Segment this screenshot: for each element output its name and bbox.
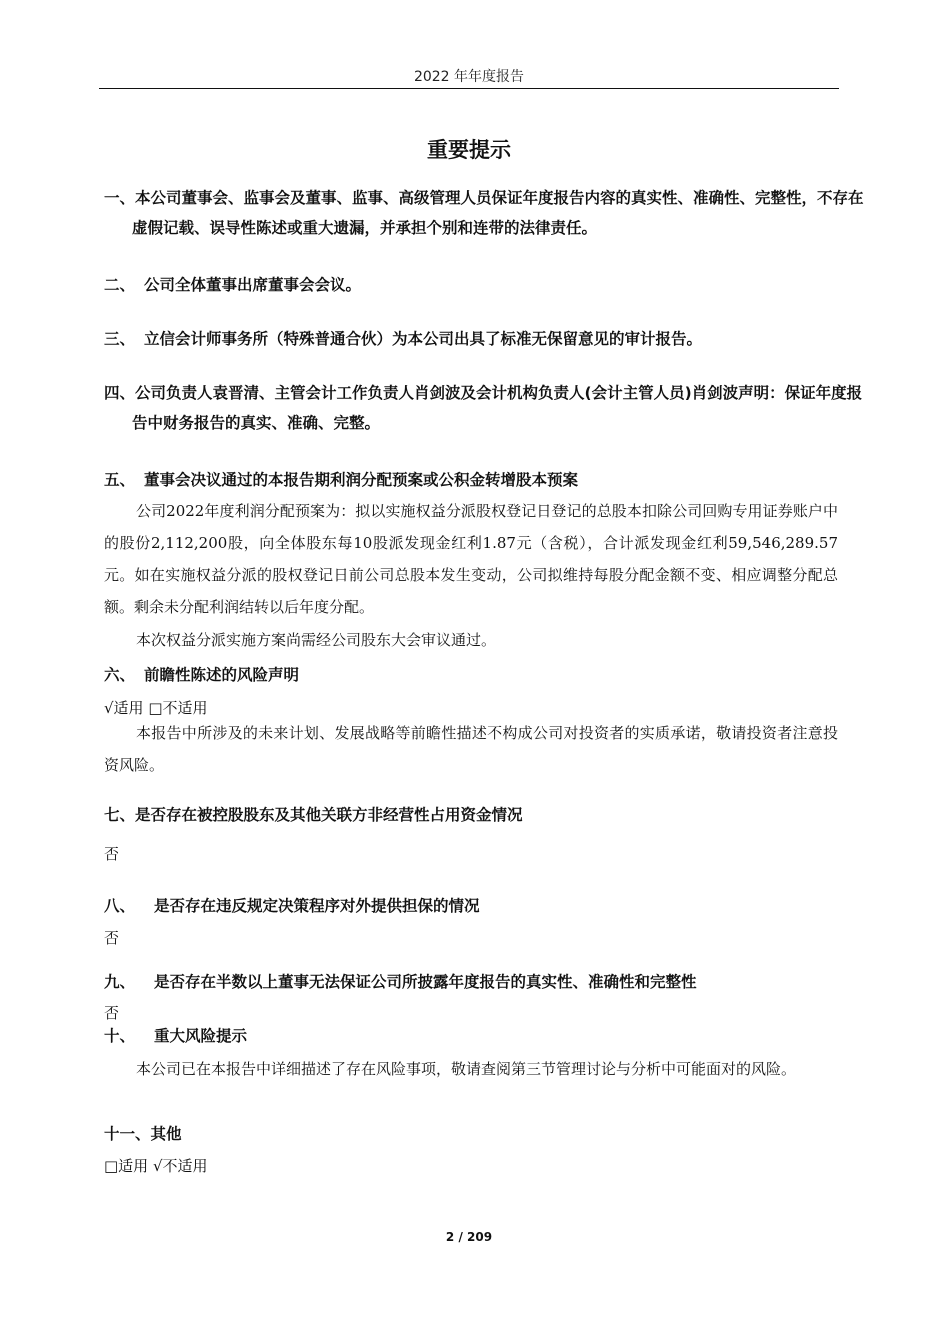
item-4 — [104, 378, 866, 438]
item-6-checkbox-status: √适用 □不适用 — [104, 699, 208, 717]
item-8-heading — [104, 891, 838, 921]
page-title: 重要提示 — [427, 138, 511, 162]
item-8-text: 是否存在违反规定决策程序对外提供担保的情况 — [154, 897, 480, 915]
item-7-answer: 否 — [104, 845, 120, 863]
item-7-text: 是否存在被控股股东及其他关联方非经营性占用资金情况 — [135, 806, 523, 824]
header-rule — [99, 88, 839, 89]
item-9-text: 是否存在半数以上董事无法保证公司所披露年度报告的真实性、准确性和完整性 — [154, 973, 697, 991]
item-10-heading — [104, 1021, 838, 1051]
item-8-num: 八、 — [104, 897, 136, 915]
item-6-heading — [104, 660, 838, 690]
item-8-answer: 否 — [104, 929, 120, 947]
item-5-paragraph-1: 公司2022年度利润分配预案为：拟以实施权益分派股权登记日登记的总股本扣除公司回购专用证券账户中的股份2,112,200股，向全体股东每10股派发现金红利1.87元（含税），合计派发现金红利59,546,289.57元。如在实施权益分派的股权登记日前公司总股本发生变动，公司拟维持每股分配金额不变、相应调整分配总额。剩余未分配利润结转以后年度分配。 — [104, 502, 838, 616]
item-1 — [104, 183, 866, 243]
item-5-num: 五、 — [104, 471, 136, 489]
item-4-num: 四、 — [104, 384, 136, 402]
item-11-text: 其他 — [150, 1125, 182, 1143]
item-7-heading — [104, 800, 838, 830]
item-1-text: 本公司董事会、监事会及董事、监事、高级管理人员保证年度报告内容的真实性、准确性、完整性，不存在虚假记载、误导性陈述或重大遗漏，并承担个别和连带的法律责任。 — [132, 189, 864, 237]
page-header: 2022 年年度报告 — [413, 69, 525, 85]
page-number: 2 / 209 — [445, 1230, 493, 1244]
item-6-paragraph: 本报告中所涉及的未来计划、发展战略等前瞻性描述不构成公司对投资者的实质承诺，敬请投资者注意投资风险。 — [104, 724, 838, 774]
item-10-num: 十、 — [104, 1027, 136, 1045]
item-3-num: 三、 — [104, 330, 136, 348]
item-9-num: 九、 — [104, 973, 136, 991]
item-5-paragraph-2: 本次权益分派实施方案尚需经公司股东大会审议通过。 — [136, 631, 497, 649]
item-10-text: 重大风险提示 — [154, 1027, 248, 1045]
item-3-text: 立信会计师事务所（特殊普通合伙）为本公司出具了标准无保留意见的审计报告。 — [144, 330, 703, 348]
item-4-text: 公司负责人袁晋清、主管会计工作负责人肖剑波及会计机构负责人(会计主管人员)肖剑波声明：保证年度报告中财务报告的真实、准确、完整。 — [132, 384, 863, 432]
item-6-num: 六、 — [104, 666, 136, 684]
item-2 — [104, 270, 838, 300]
item-9-answer: 否 — [104, 1004, 120, 1022]
item-11-num: 十一、 — [104, 1125, 151, 1143]
item-9-heading — [104, 967, 838, 997]
item-7-num: 七、 — [104, 806, 136, 824]
item-5-heading — [104, 465, 838, 495]
item-11-checkbox-status: □适用 √不适用 — [104, 1157, 208, 1175]
item-2-num: 二、 — [104, 276, 136, 294]
item-1-num: 一、 — [104, 189, 136, 207]
item-2-text: 公司全体董事出席董事会会议。 — [144, 276, 362, 294]
item-10-paragraph: 本公司已在本报告中详细描述了存在风险事项，敬请查阅第三节管理讨论与分析中可能面对的风险。 — [136, 1060, 797, 1078]
item-11-heading — [104, 1119, 838, 1149]
item-3 — [104, 324, 838, 354]
item-6-text: 前瞻性陈述的风险声明 — [144, 666, 300, 684]
item-5-text: 董事会决议通过的本报告期利润分配预案或公积金转增股本预案 — [144, 471, 579, 489]
